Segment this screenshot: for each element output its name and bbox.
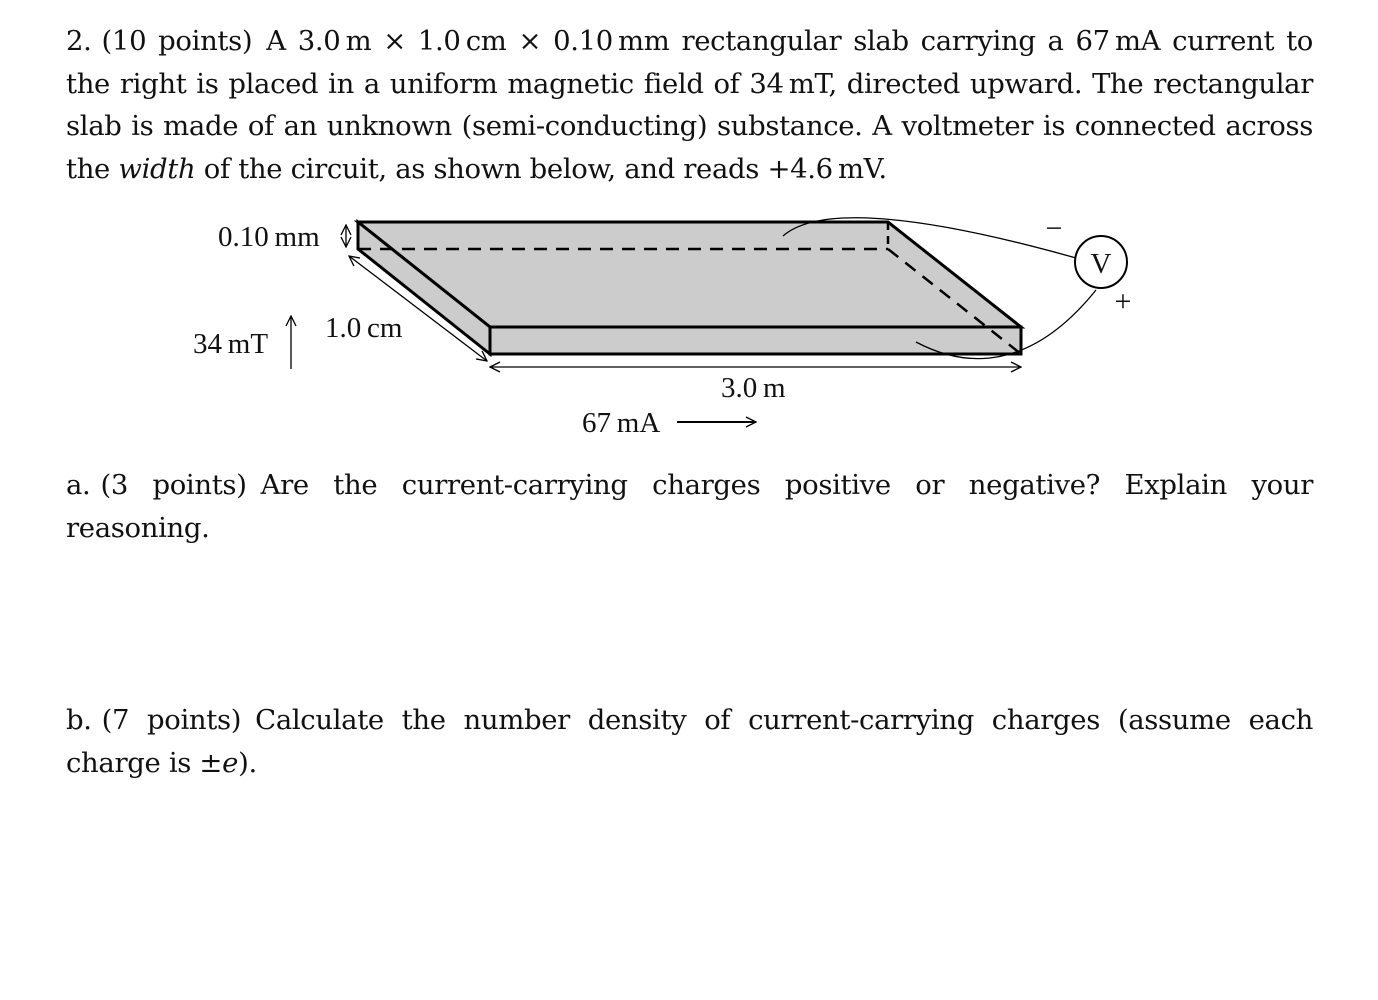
current-label: 67 mA xyxy=(582,407,661,439)
positive-terminal-label: + xyxy=(1114,285,1132,318)
problem-number: 2. xyxy=(66,25,92,57)
problem-text-part-1: A 3.0 m × 1.0 cm × 0.10 mm rectangular slab carrying a 67 mA current to the right is placed in a uniform magnetic field of 34 mT, directed upward. The rectangular slab is made of an unknown (semi-conducting) substance. A voltmeter is connected across the xyxy=(66,25,1313,185)
part-a-question: Are the current-carrying charges positive or negative? Explain your reasoning. xyxy=(66,469,1313,544)
part-a-label: a. xyxy=(66,469,91,501)
part-a xyxy=(66,464,1313,549)
negative-terminal-label: − xyxy=(1045,212,1063,245)
length-label: 3.0 m xyxy=(721,372,786,404)
hall-effect-figure xyxy=(0,0,1378,460)
width-label: 1.0 cm xyxy=(325,312,403,344)
problem-points: (10 points) xyxy=(101,25,253,57)
part-b-question-end: ). xyxy=(238,746,257,779)
part-b xyxy=(66,699,1313,784)
slab-front-face xyxy=(490,327,1021,354)
problem-emphasis-word: width xyxy=(118,152,196,185)
field-label: 34 mT xyxy=(193,328,269,360)
part-b-variable: e xyxy=(222,746,239,779)
part-b-label: b. xyxy=(66,704,92,736)
voltmeter xyxy=(1075,236,1127,288)
part-b-points: (7 points) xyxy=(101,704,242,736)
thickness-label: 0.10 mm xyxy=(218,221,320,253)
part-b-question-start: Calculate the number density of current-carrying charges (assume each charge is ± xyxy=(66,704,1313,779)
part-a-points: (3 points) xyxy=(100,469,247,501)
problem-text-part-2: of the circuit, as shown below, and reads +4.6 mV. xyxy=(203,152,887,185)
voltmeter-symbol: V xyxy=(1090,248,1112,280)
